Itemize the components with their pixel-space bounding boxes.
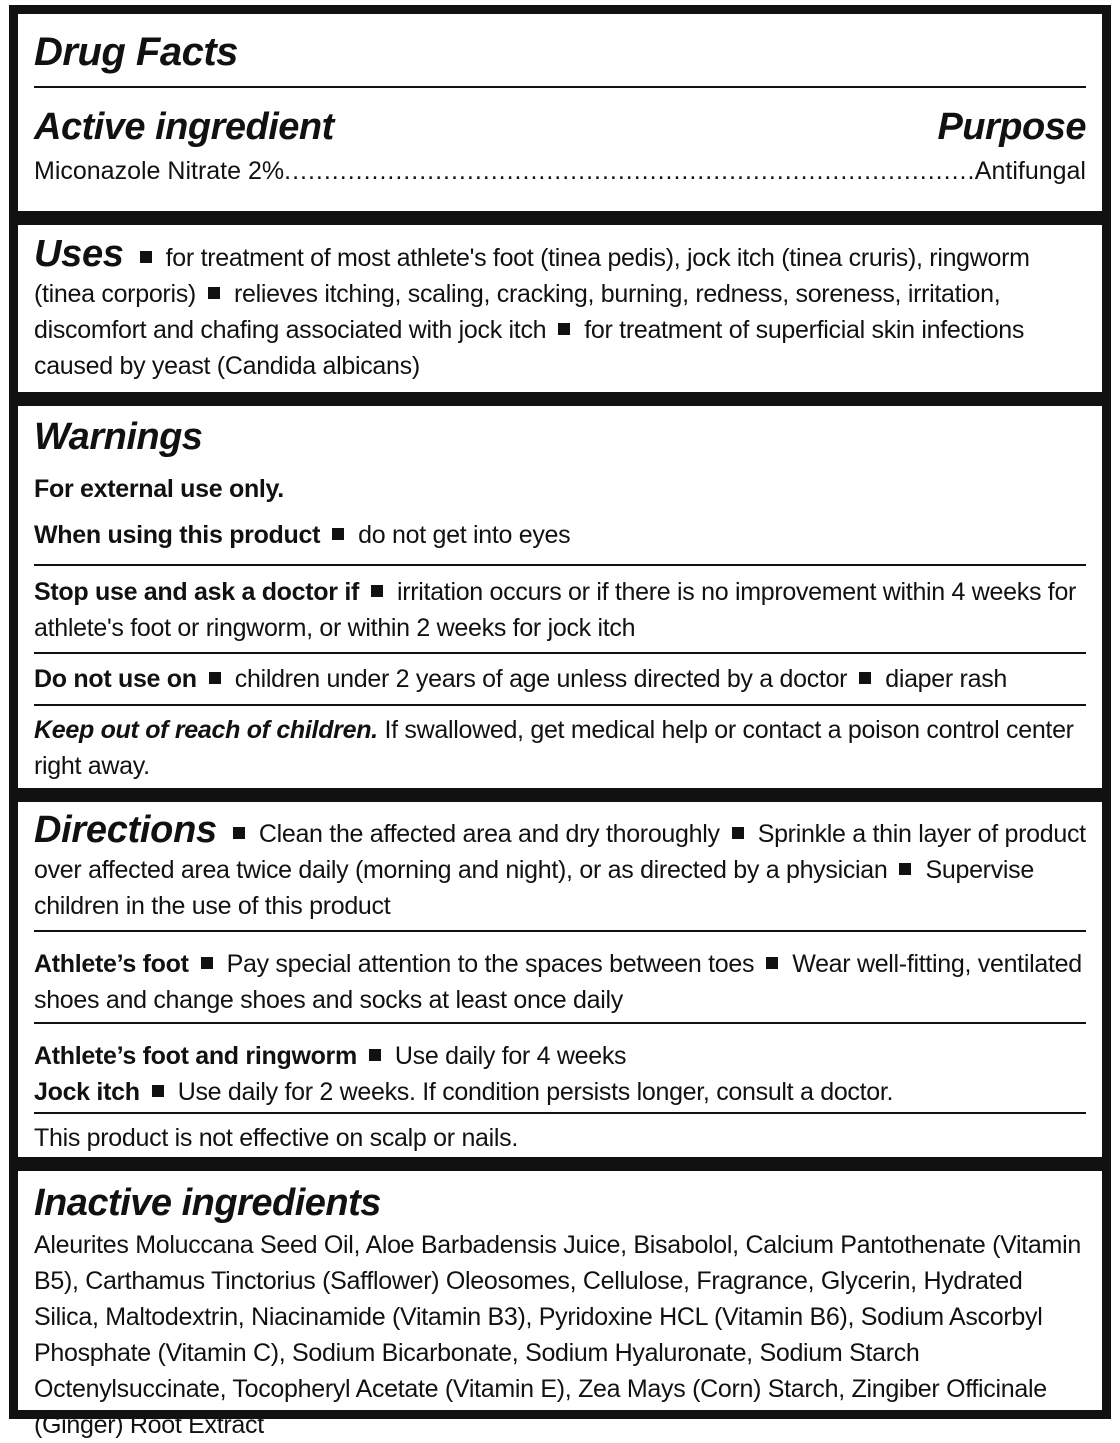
directions-section — [34, 809, 1086, 924]
divider — [34, 652, 1086, 654]
bullet-icon — [732, 827, 744, 839]
athletes-foot-label: Athlete’s foot — [34, 950, 189, 978]
uses-item: relieves itching, scaling, cracking, burning, redness, soreness, irritation, discomfort and chafing associated with jock itch — [34, 280, 1001, 344]
stop-use-text: irritation occurs or if there is no improvement within 4 weeks for athlete's foot or ringworm, or within 2 weeks for jock itch — [34, 578, 1077, 642]
athletes-foot-row — [34, 946, 1086, 1018]
active-ingredient-name: Miconazole Nitrate 2% — [34, 157, 285, 185]
afr-row — [34, 1038, 1086, 1074]
uses-item: for treatment of superficial skin infections caused by yeast (Candida albicans) — [34, 316, 1025, 380]
stop-use-label: Stop use and ask a doctor if — [34, 578, 359, 606]
active-ingredient-section — [34, 106, 1086, 186]
divider — [34, 86, 1086, 88]
title-section — [34, 30, 1086, 75]
uses-heading: Uses — [34, 233, 124, 275]
jock-itch-text: Use daily for 2 weeks. If condition persists longer, consult a doctor. — [177, 1078, 894, 1106]
warnings-heading: Warnings — [34, 416, 203, 458]
inactive-ingredients-section — [34, 1182, 1086, 1443]
bullet-icon — [899, 863, 911, 875]
leader-dots — [284, 157, 975, 186]
external-use-text: For external use only. — [34, 475, 284, 503]
inactive-ingredients-list: Aleurites Moluccana Seed Oil, Aloe Barbadensis Juice, Bisabolol, Calcium Pantothenate (Vitamin B5), Carthamus Tinctorius (Safflower) Oleosomes, Cellulose, Fragrance, Glycerin, Hydrated Silica, Maltodextrin, Niacinamide (Vitamin B3), Pyridoxine HCL (Vitamin B6), Sodium Ascorbyl Phosphate (Vitamin C), Sodium Bicarbonate, Sodium Hyaluronate, Sodium Starch Octenylsuccinate, Tocopheryl Acetate (Vitamin E), Zea Mays (Corn) Starch, Zingiber Officinale (Ginger) Root Extract — [34, 1231, 1081, 1439]
jock-itch-label: Jock itch — [34, 1078, 140, 1106]
bullet-icon — [209, 672, 221, 684]
section-divider — [18, 211, 1102, 225]
divider — [34, 1022, 1086, 1024]
inactive-ingredients-heading: Inactive ingredients — [34, 1182, 381, 1224]
active-ingredient-purpose: Antifungal — [974, 157, 1086, 185]
bullet-icon — [140, 251, 152, 263]
bullet-icon — [558, 323, 570, 335]
section-divider — [18, 392, 1102, 406]
afr-label: Athlete’s foot and ringworm — [34, 1042, 357, 1070]
jock-itch-row — [34, 1074, 1086, 1110]
bullet-icon — [766, 957, 778, 969]
bullet-icon — [208, 287, 220, 299]
divider — [34, 704, 1086, 706]
keep-out-row — [34, 712, 1086, 784]
keep-out-label: Keep out of reach of children. — [34, 716, 378, 744]
directions-heading: Directions — [34, 809, 217, 851]
effectiveness-note: This product is not effective on scalp or nails. — [34, 1124, 519, 1152]
athletes-foot-item: Wear well-fitting, ventilated shoes and change shoes and socks at least once daily — [34, 950, 1082, 1014]
bullet-icon — [371, 585, 383, 597]
stop-use-row — [34, 574, 1086, 646]
uses-item: for treatment of most athlete's foot (tinea pedis), jock itch (tinea cruris), ringworm (tinea corporis) — [34, 244, 1030, 308]
bullet-icon — [332, 528, 344, 540]
do-not-use-label: Do not use on — [34, 665, 197, 693]
bullet-icon — [233, 827, 245, 839]
divider — [34, 930, 1086, 932]
active-ingredient-heading: Active ingredient — [34, 106, 334, 148]
page-title: Drug Facts — [34, 30, 238, 74]
section-divider — [18, 788, 1102, 802]
directions-item: Supervise children in the use of this product — [34, 856, 1034, 920]
section-divider — [18, 1157, 1102, 1171]
when-using-label: When using this product — [34, 521, 321, 549]
when-using-text: do not get into eyes — [358, 521, 571, 549]
athletes-foot-item: Pay special attention to the spaces between toes — [226, 950, 755, 978]
do-not-use-item: children under 2 years of age unless directed by a doctor — [234, 665, 848, 693]
directions-item: Sprinkle a thin layer of product over affected area twice daily (morning and night), or as directed by a physician — [34, 820, 1086, 884]
bullet-icon — [201, 957, 213, 969]
divider — [34, 564, 1086, 566]
keep-out-text: If swallowed, get medical help or contact a poison control center right away. — [34, 716, 1074, 780]
warnings-section — [34, 416, 1086, 553]
bullet-icon — [152, 1085, 164, 1097]
do-not-use-item: diaper rash — [885, 665, 1007, 693]
divider — [34, 1112, 1086, 1114]
afr-text: Use daily for 4 weeks — [394, 1042, 627, 1070]
bullet-icon — [859, 672, 871, 684]
bullet-icon — [369, 1049, 381, 1061]
directions-item: Clean the affected area and dry thoroughly — [258, 820, 720, 848]
when-using-row — [34, 517, 1086, 553]
drug-facts-label — [9, 5, 1111, 1439]
purpose-heading: Purpose — [937, 106, 1086, 148]
uses-section — [34, 233, 1086, 384]
do-not-use-row — [34, 661, 1086, 697]
